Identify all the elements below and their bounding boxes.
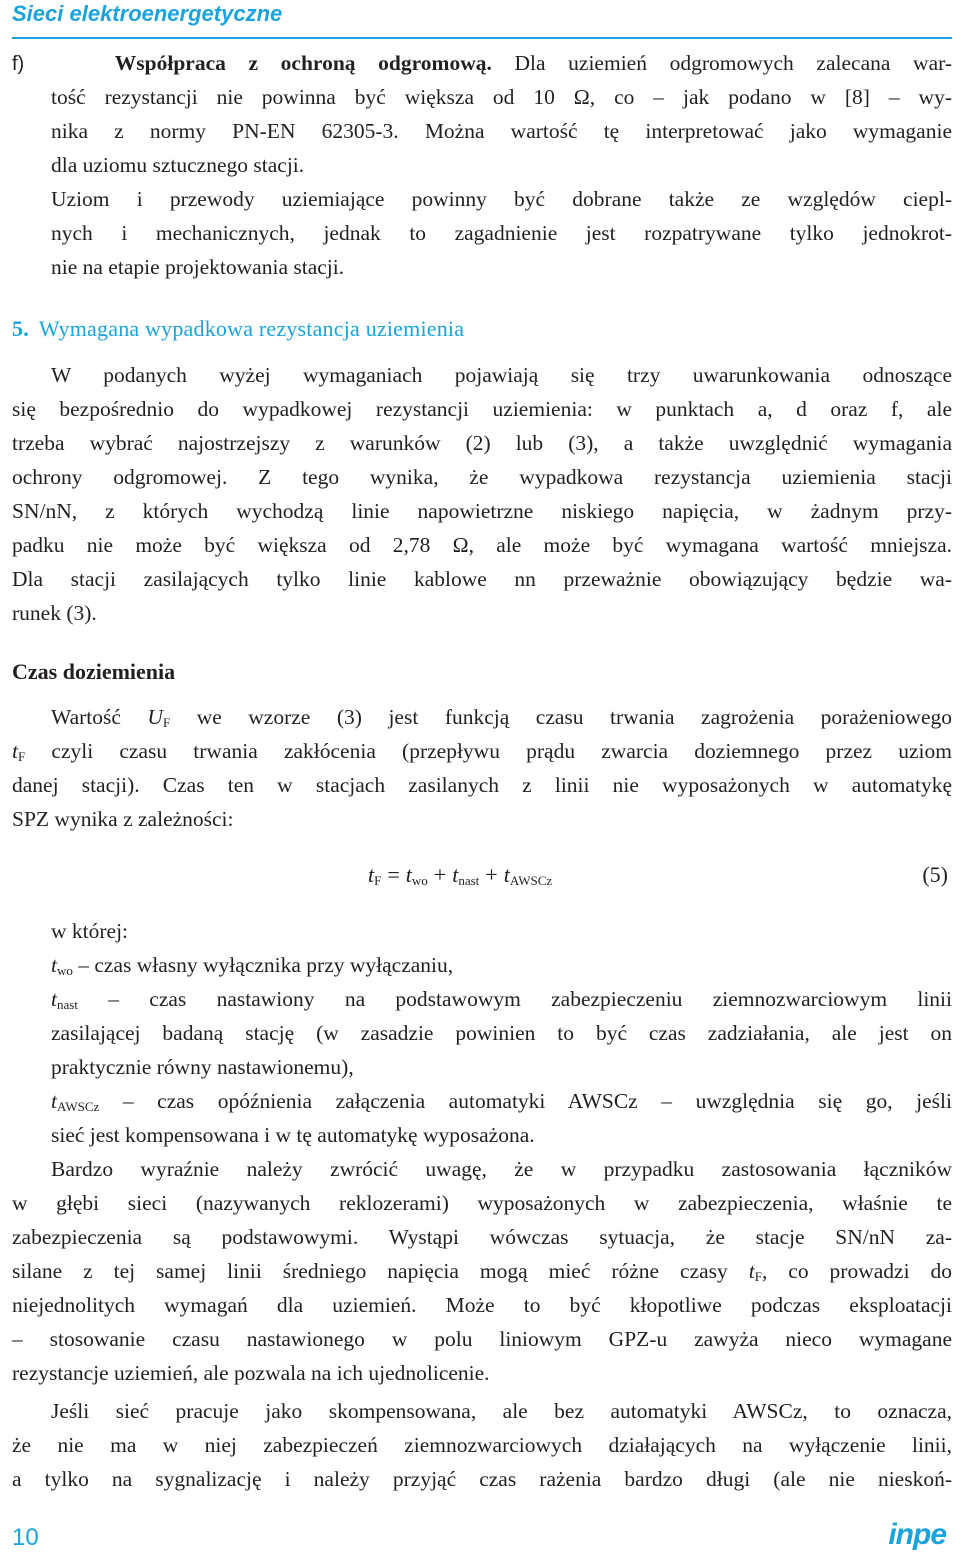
- journal-title: Sieci elektroenergetyczne: [12, 1, 283, 26]
- subscript: wo: [411, 873, 428, 888]
- text-line: w głębi sieci (nazywanych reklozerami) wyposażonych w zabezpieczenia, właśnie te: [12, 1191, 952, 1215]
- equation-number: (5): [922, 862, 948, 887]
- czas-body: [12, 700, 952, 836]
- list-label: f): [12, 53, 25, 75]
- subscript: AWSCz: [509, 873, 553, 888]
- operator: +: [485, 862, 498, 887]
- text-line: dla uziomu sztucznego stacji.: [51, 153, 305, 177]
- section-title: Wymagana wypadkowa rezystancja uziemienia: [38, 316, 465, 341]
- subscript: F: [162, 715, 171, 730]
- symbol: U: [147, 705, 163, 729]
- formula-5: [368, 862, 552, 889]
- subscript: nast: [458, 873, 480, 888]
- text-line: Dla stacji zasilających tylko linie kablowe nn przeważnie obowiązujący będzie wa-: [12, 567, 952, 591]
- publisher-logo: inpe: [888, 1518, 946, 1551]
- subscript: F: [374, 873, 382, 888]
- list-item-title: Współpraca z ochroną odgromową.: [114, 51, 492, 75]
- text-line: w której:: [51, 919, 129, 943]
- def-nast: [51, 982, 952, 1016]
- text-line: praktycznie równy nastawionemu),: [51, 1055, 354, 1079]
- symbol: t: [405, 862, 412, 887]
- text-line: nych i mechanicznych, jednak to zagadnienie jest rozpatrywane tylko jednokrot-: [51, 221, 952, 245]
- text-line: [12, 700, 952, 734]
- def-wo: [51, 948, 952, 982]
- symbol: t: [51, 953, 57, 977]
- text-line: nie na etapie projektowania stacji.: [51, 255, 345, 279]
- section-number: 5.: [12, 316, 29, 341]
- subscript: AWSCz: [56, 1099, 100, 1114]
- para-f: [12, 46, 952, 80]
- text-line: sieć jest kompensowana i w tę automatykę wyposażona.: [51, 1123, 535, 1147]
- text-line: padku nie może być większa od 2,78 Ω, ale może być wymagana wartość mniejsza.: [12, 533, 952, 557]
- symbol: t: [503, 862, 510, 887]
- text-line: [12, 734, 952, 768]
- subscript: nast: [56, 997, 78, 1012]
- symbol: t: [12, 739, 18, 763]
- text-line: trzeba wybrać najostrzejszy z warunków (2) lub (3), a także uwzględnić wymagania: [12, 431, 952, 455]
- symbol: t: [51, 1089, 57, 1113]
- text-line: runek (3).: [12, 601, 97, 625]
- text-line: ochrony odgromowej. Z tego wynika, że wypadkowa rezystancja uziemienia stacji: [12, 465, 952, 489]
- operator: +: [433, 862, 447, 887]
- text: silane z tej samej linii średniego napięcia mogą mieć różne czasy: [12, 1259, 749, 1283]
- text-line: danej stacji). Czas ten w stacjach zasilanych z linii nie wyposażonych w automatykę: [12, 773, 952, 797]
- text-line: tość rezystancji nie powinna być większa od 10 Ω, co – jak podano w [8] – wy-: [51, 85, 952, 109]
- subheading: Czas doziemienia: [12, 659, 176, 684]
- text-line: Jeśli sieć pracuje jako skompensowana, ale bez automatyki AWSCz, to oznacza,: [51, 1399, 952, 1423]
- text-line: nika z normy PN-EN 62305-3. Można wartość tę interpretować jako wymaganie: [51, 119, 952, 143]
- text-line: rezystancje uziemień, ale pozwala na ich ujednolicenie.: [12, 1361, 490, 1385]
- header-rule: [12, 37, 952, 39]
- text-line: a tylko na sygnalizację i należy przyjąć czas rażenia bardzo długi (ale nie nieskoń-: [12, 1467, 952, 1491]
- text: – czas własny wyłącznika przy wyłączaniu,: [72, 953, 454, 977]
- symbol: t: [368, 862, 375, 887]
- para-jesli: [12, 1394, 952, 1496]
- text-line: że nie ma w niej zabezpieczeń ziemnozwarciowych działających na wyłączenie linii,: [12, 1433, 952, 1457]
- section-heading: [12, 316, 464, 342]
- symbol: t: [748, 1259, 755, 1283]
- text: czyli czasu trwania zakłócenia (przepływu prądu zwarcia doziemnego przez uziom: [25, 739, 952, 763]
- page-number: 10: [12, 1524, 39, 1551]
- para-f-line-1: [12, 46, 952, 80]
- operator: =: [387, 862, 400, 887]
- text-line: [12, 1254, 952, 1288]
- text: Wartość: [51, 705, 148, 729]
- para-bardzo: [12, 1152, 952, 1390]
- text-line: Bardzo wyraźnie należy zwrócić uwagę, że w przypadku zastosowania łączników: [51, 1157, 952, 1181]
- def-awscz: [51, 1084, 952, 1118]
- subscript: F: [754, 1269, 762, 1284]
- text: , co prowadzi do: [761, 1259, 953, 1283]
- text: – czas opóźnienia załączenia automatyki AWSCz – uwzględnia się go, jeśli: [99, 1089, 952, 1113]
- symbol: t: [51, 987, 57, 1011]
- text: Dla uziemień odgromowych zalecana war-: [491, 51, 953, 75]
- text-line: się bezpośrednio do wypadkowej rezystancji uziemienia: w punktach a, d oraz f, ale: [12, 397, 952, 421]
- subscript: wo: [56, 963, 73, 978]
- text-line: niejednolitych wymagań dla uziemień. Może to być kłopotliwe podczas eksploatacji: [12, 1293, 952, 1317]
- text-line: Uziom i przewody uziemiające powinny być dobrane także ze względów ciepl-: [51, 187, 952, 211]
- text-line: W podanych wyżej wymaganiach pojawiają się trzy uwarunkowania odnoszące: [51, 363, 952, 387]
- text-line: SPZ wynika z zależności:: [12, 807, 234, 831]
- text-line: – stosowanie czasu nastawionego w polu liniowym GPZ-u zawyża nieco wymagane: [12, 1327, 952, 1351]
- para-f-body: [51, 80, 952, 284]
- text-line: zabezpieczenia są podstawowymi. Wystąpi wówczas sytuacja, że stacje SN/nN za-: [12, 1225, 952, 1249]
- text-line: SN/nN, z których wychodzą linie napowietrzne niskiego napięcia, w żadnym przy-: [12, 499, 952, 523]
- text: – czas nastawiony na podstawowym zabezpieczeniu ziemnozwarciowym linii: [77, 987, 952, 1011]
- text: we wzorze (3) jest funkcją czasu trwania zagrożenia porażeniowego: [170, 705, 952, 729]
- definitions: [51, 914, 952, 1152]
- subscript: F: [17, 749, 26, 764]
- symbol: t: [452, 862, 459, 887]
- section-5-body: [12, 358, 952, 630]
- text-line: zasilającej badaną stację (w zasadzie powinien to być czas zadziałania, ale jest on: [51, 1021, 952, 1045]
